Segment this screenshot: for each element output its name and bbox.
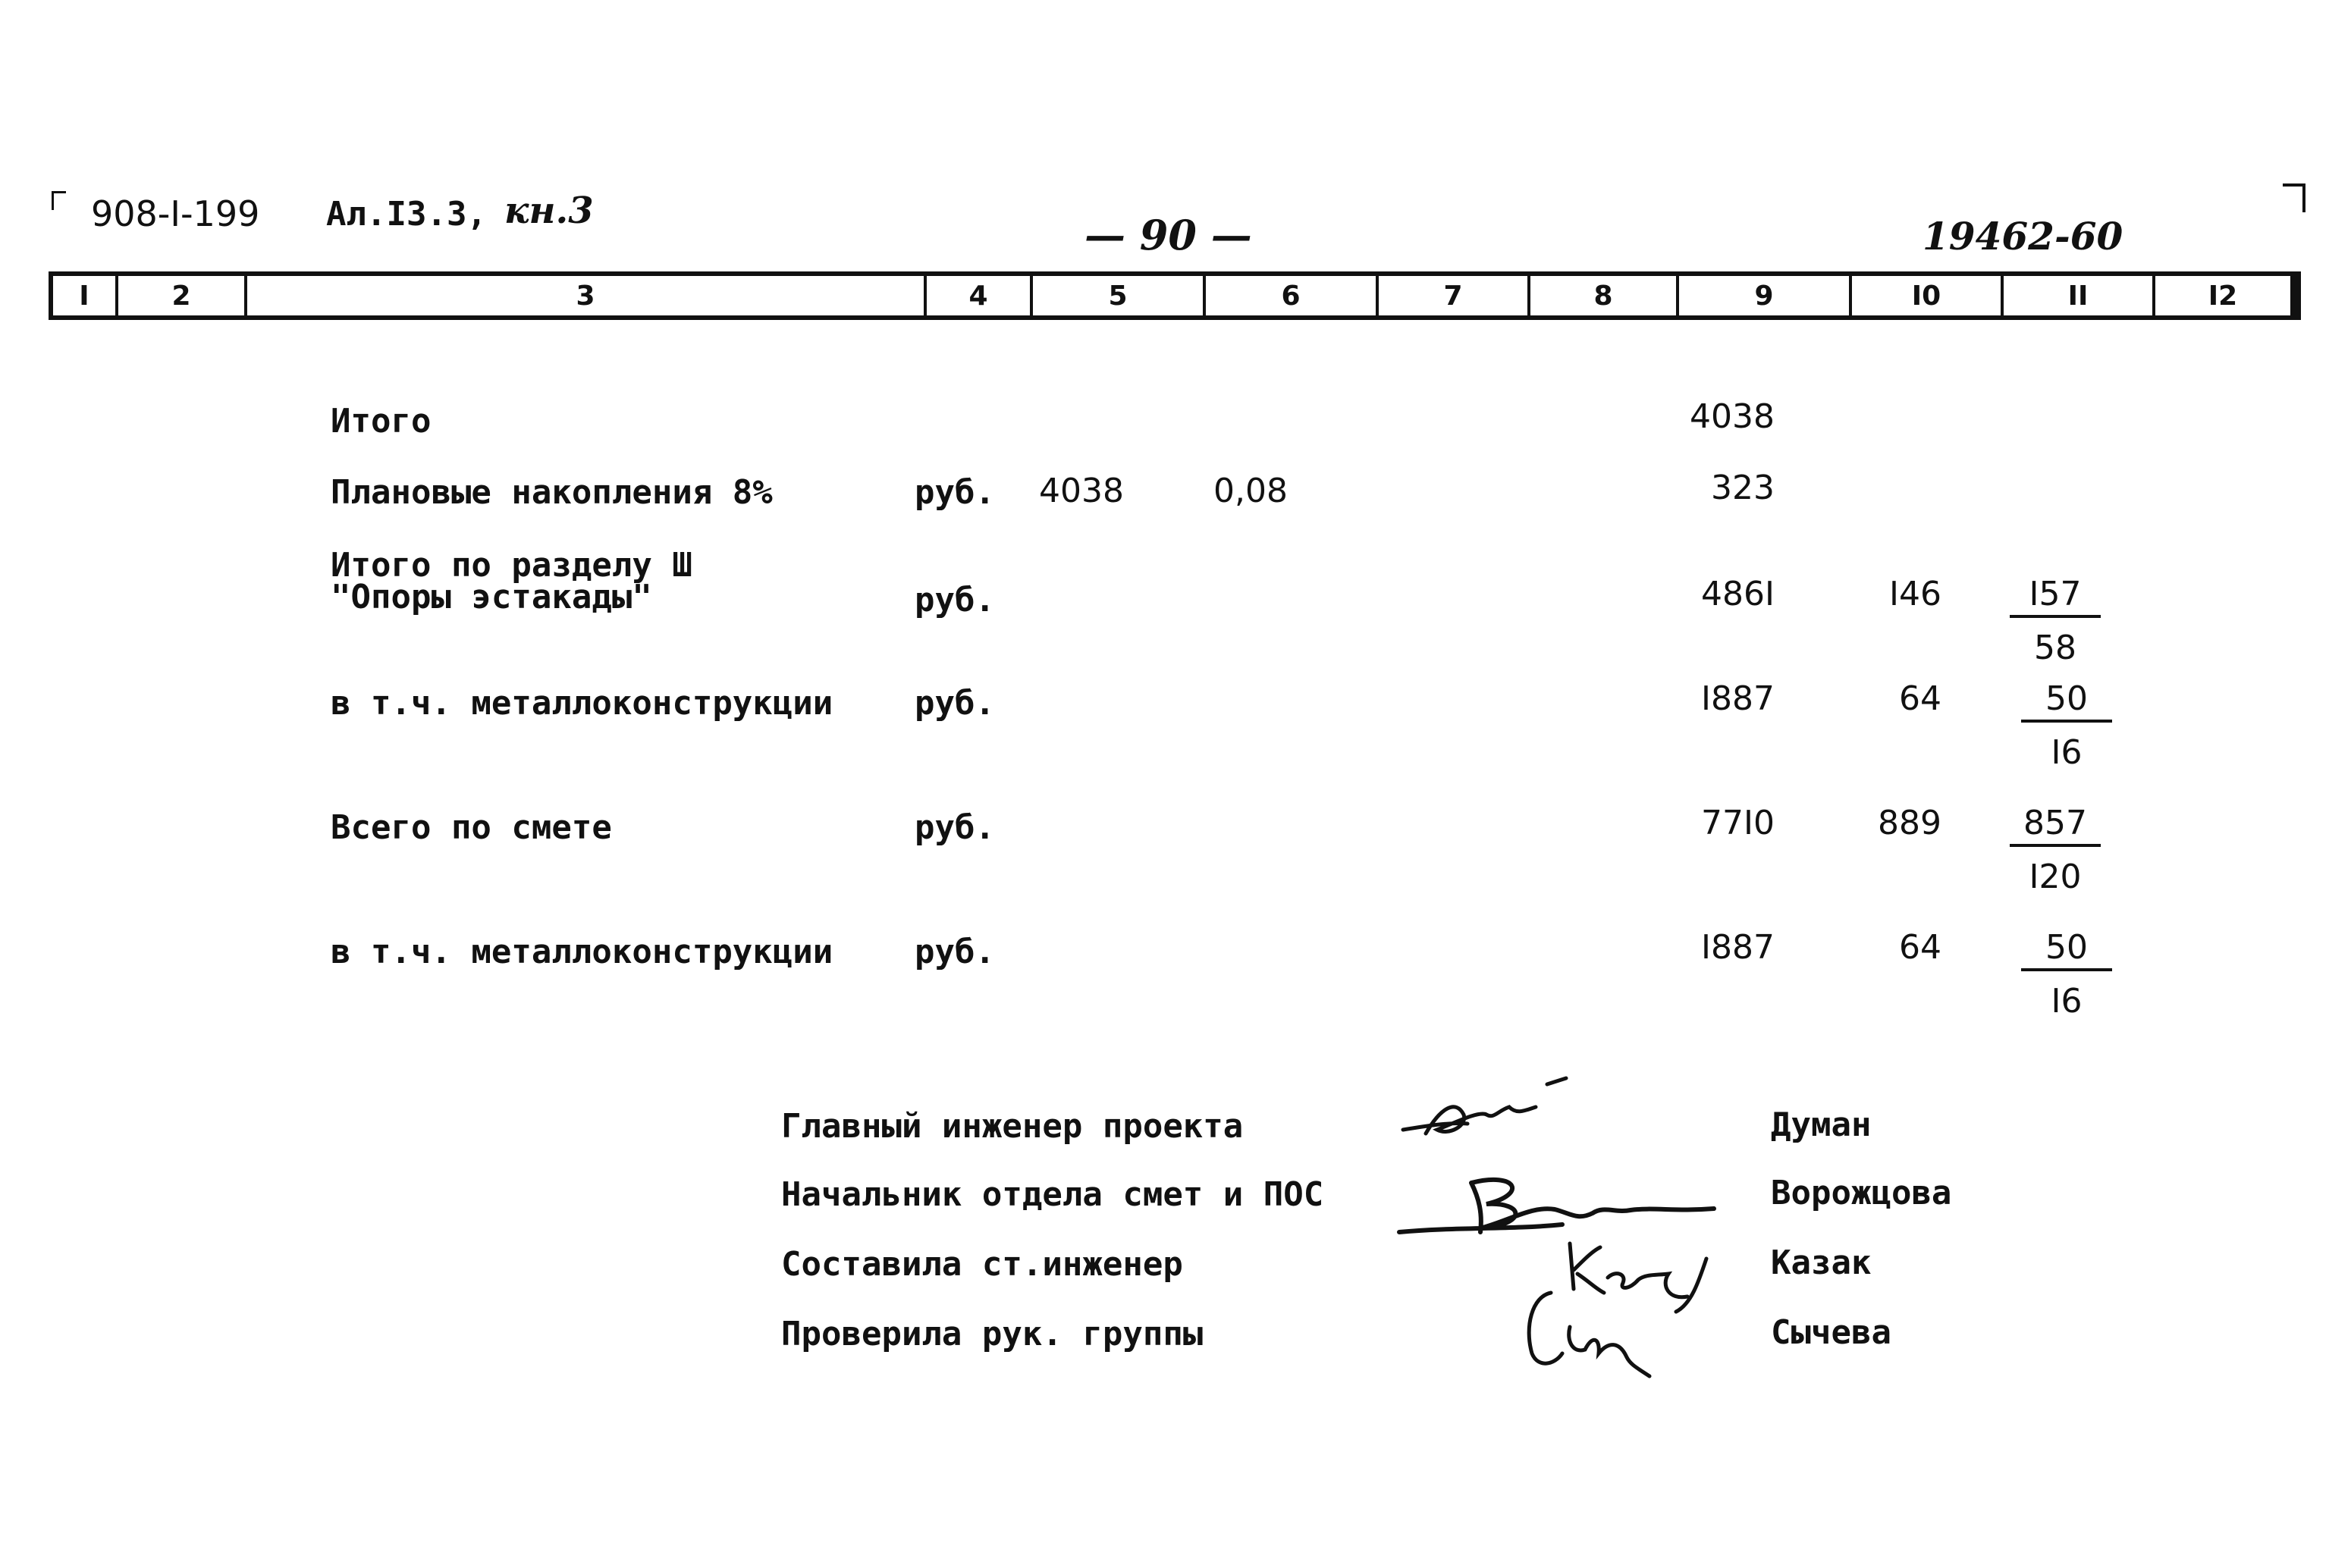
row-machine-cost-fraction <box>2010 804 2101 896</box>
fraction-denominator: I6 <box>2051 982 2083 1021</box>
row-total-cost: 4038 <box>1690 397 1775 436</box>
handwritten-signature-department-head <box>1395 1160 1722 1243</box>
row-unit: руб. <box>915 808 995 847</box>
row-label: Всего по смете <box>331 808 612 847</box>
row-label: в т.ч. металлоконструкции <box>331 684 833 723</box>
row-label: в т.ч. металлоконструкции <box>331 933 833 971</box>
row-base-amount: 4038 <box>1039 472 1124 510</box>
column-header: 3 <box>247 276 927 315</box>
row-machine-cost-fraction <box>2021 679 2112 772</box>
column-header: 2 <box>118 276 247 315</box>
signature-name: Ворожцова <box>1771 1174 1952 1212</box>
corner-mark-top-left <box>52 191 66 210</box>
album-reference: Ал.I3.3, <box>326 195 487 234</box>
signature-name: Сычева <box>1771 1313 1891 1352</box>
column-header: 5 <box>1033 276 1206 315</box>
row-wages: 64 <box>1899 928 1941 967</box>
row-label: Итого по разделу Ш <box>331 546 692 585</box>
column-header: 7 <box>1379 276 1530 315</box>
signature-role: Проверила рук. группы <box>781 1315 1204 1353</box>
row-unit: руб. <box>915 933 995 971</box>
fraction-numerator: 857 <box>2010 804 2101 847</box>
fraction-denominator: I6 <box>2051 733 2083 772</box>
column-header: 6 <box>1206 276 1379 315</box>
corner-mark-top-right <box>2283 183 2305 212</box>
column-header: I2 <box>2208 280 2238 312</box>
row-total-cost: 486I <box>1701 575 1775 613</box>
fraction-denominator: 58 <box>2034 629 2076 667</box>
row-total-cost: I887 <box>1701 928 1775 967</box>
column-header: II <box>2004 276 2155 315</box>
row-wages: 889 <box>1878 804 1941 842</box>
handwritten-signature-chief-engineer <box>1395 1069 1608 1152</box>
sheet-code-handwritten: 19462-60 <box>1923 214 2123 259</box>
signature-name: Думан <box>1771 1105 1872 1144</box>
row-label: Плановые накопления 8% <box>331 473 773 512</box>
row-machine-cost-fraction <box>2021 928 2112 1021</box>
row-wages: I46 <box>1889 575 1941 613</box>
signature-role: Начальник отдела смет и ПОС <box>781 1175 1324 1214</box>
handwritten-signature-reviewer <box>1517 1281 1668 1380</box>
column-number-strip <box>49 271 2301 320</box>
row-label: Итого <box>331 402 432 441</box>
row-wages: 64 <box>1899 679 1941 718</box>
column-header: I <box>53 276 118 315</box>
fraction-numerator: I57 <box>2010 575 2101 618</box>
column-header: 9 <box>1679 276 1852 315</box>
row-total-cost: I887 <box>1701 679 1775 718</box>
document-code: 908-I-199 <box>91 193 260 234</box>
signature-role: Главный инженер проекта <box>781 1107 1244 1146</box>
column-header: 4 <box>927 276 1033 315</box>
page-number: — 90 — <box>1084 211 1252 259</box>
row-unit: руб. <box>915 684 995 723</box>
row-total-cost: 323 <box>1711 469 1775 507</box>
row-unit: руб. <box>915 581 995 619</box>
row-total-cost: 77I0 <box>1701 804 1775 842</box>
row-label-continuation: "Опоры эстакады" <box>331 578 652 616</box>
signature-name: Казак <box>1771 1243 1872 1282</box>
row-unit: руб. <box>915 473 995 512</box>
row-rate: 0,08 <box>1213 472 1288 510</box>
fraction-numerator: 50 <box>2021 679 2112 723</box>
fraction-denominator: I20 <box>2029 858 2082 896</box>
row-machine-cost-fraction <box>2010 575 2101 667</box>
fraction-numerator: 50 <box>2021 928 2112 971</box>
signature-role: Составила ст.инженер <box>781 1245 1183 1284</box>
column-header: 8 <box>1530 276 1679 315</box>
column-header: I0 <box>1852 276 2004 315</box>
book-number-handwritten: кн.3 <box>504 190 594 232</box>
